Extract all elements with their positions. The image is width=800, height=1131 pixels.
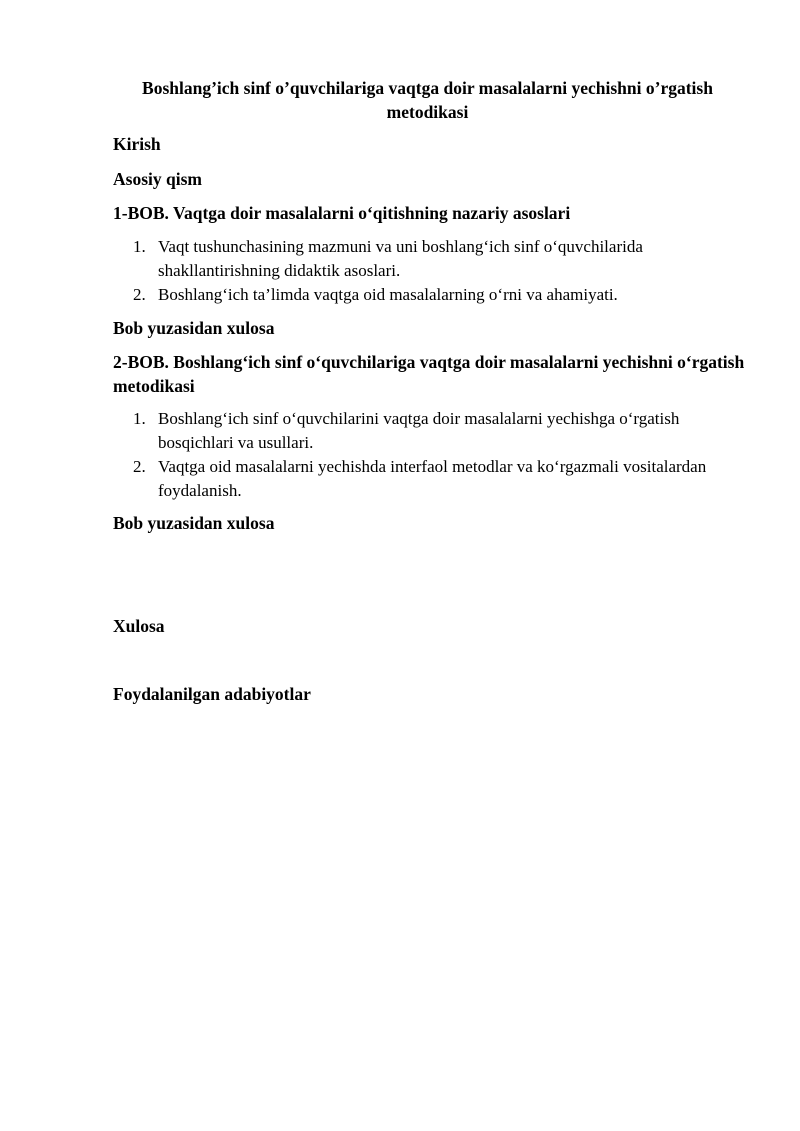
- list-item: [113, 407, 753, 455]
- list-item-text: Vaqt tushunchasining mazmuni va uni boshlang‘ich sinf o‘quvchilarida shakllantirishning didaktik asoslari.: [158, 237, 643, 280]
- list-item: [113, 455, 753, 503]
- list-item-number: 2.: [133, 457, 146, 476]
- list-item: [113, 235, 753, 283]
- list-item-number: 1.: [133, 409, 146, 428]
- heading-main-part: Asosiy qism: [113, 169, 202, 189]
- heading-references: Foydalanilgan adabiyotlar: [113, 684, 311, 704]
- chapter2-summary: Bob yuzasidan xulosa: [113, 513, 275, 533]
- list-item-number: 1.: [133, 237, 146, 256]
- chapter2-list: [113, 407, 753, 503]
- chapter1-heading: 1-BOB. Vaqtga doir masalalarni o‘qitishning nazariy asoslari: [113, 203, 571, 223]
- heading-intro: Kirish: [113, 134, 161, 154]
- list-item-text: Boshlang‘ich ta’limda vaqtga oid masalalarning o‘rni va ahamiyati.: [158, 285, 618, 304]
- chapter1-summary: Bob yuzasidan xulosa: [113, 318, 275, 338]
- document-title: Boshlang’ich sinf o’quvchilariga vaqtga doir masalalarni yechishni o’rgatish metodikasi: [142, 78, 713, 122]
- chapter1-list: [113, 235, 753, 307]
- chapter2-heading: 2-BOB. Boshlang‘ich sinf o‘quvchilariga vaqtga doir masalalarni yechishni o‘rgatish metodikasi: [113, 352, 745, 396]
- list-item-text: Boshlang‘ich sinf o‘quvchilarini vaqtga doir masalalarni yechishga o‘rgatish bosqichlari va usullari.: [158, 409, 680, 452]
- heading-conclusion: Xulosa: [113, 616, 165, 636]
- list-item-number: 2.: [133, 285, 146, 304]
- list-item-text: Vaqtga oid masalalarni yechishda interfaol metodlar va ko‘rgazmali vositalardan foydalanish.: [158, 457, 707, 500]
- list-item: [113, 283, 753, 307]
